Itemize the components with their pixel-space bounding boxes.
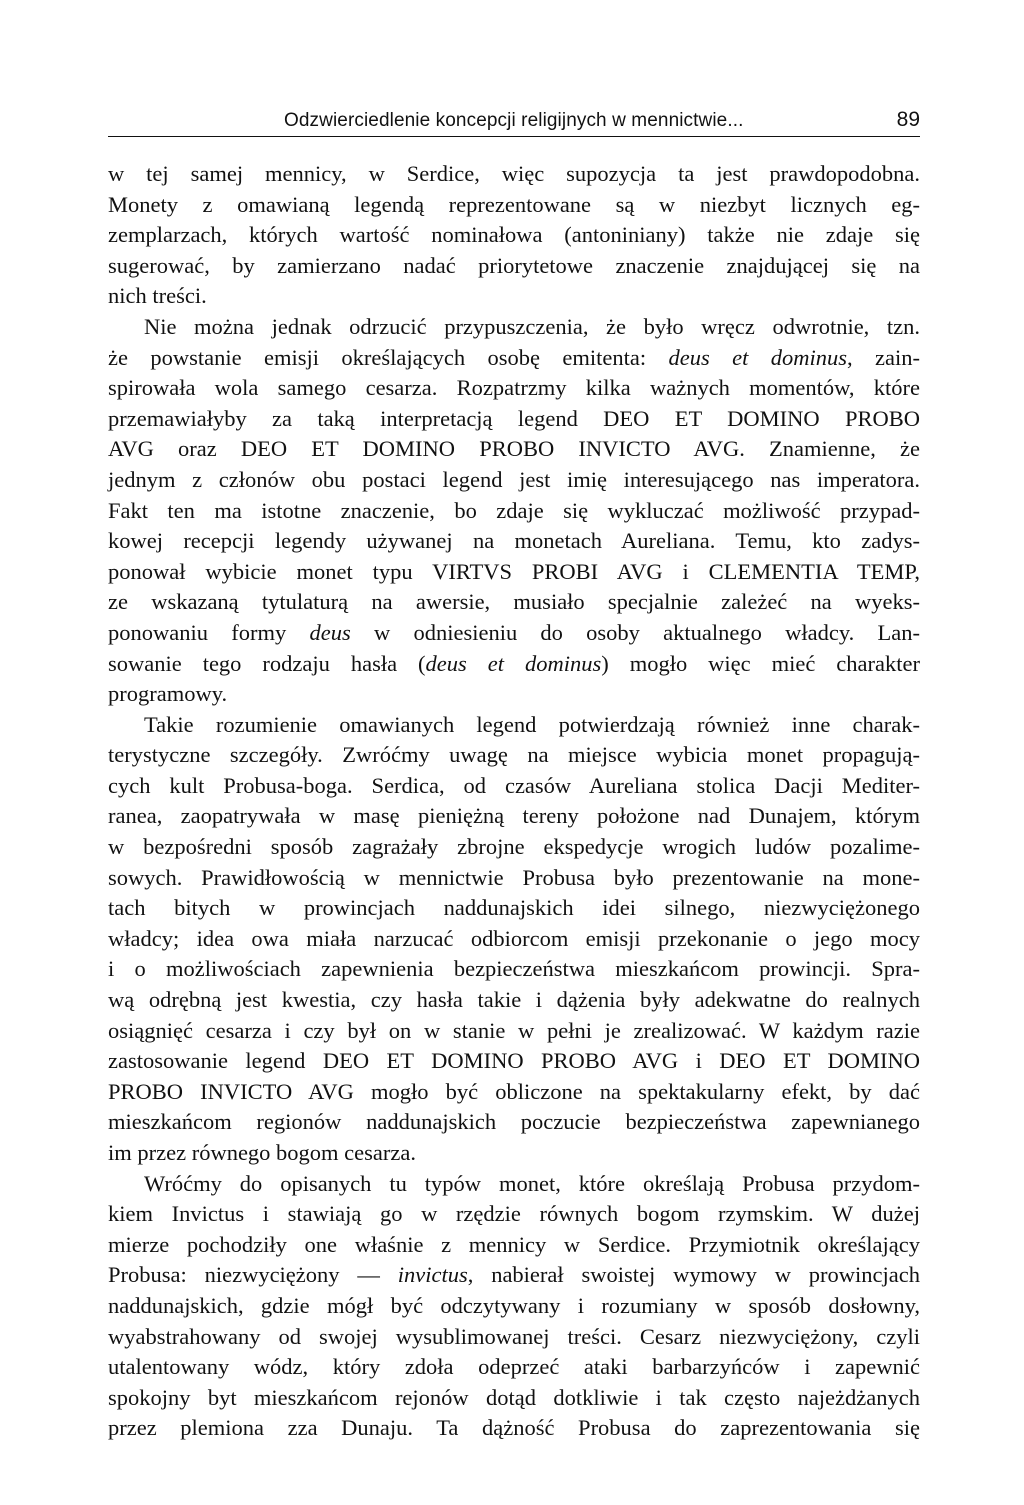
text-run: sowych. Prawidłowością w mennictwie Probusa było prezentowanie na mone- [108, 864, 920, 890]
text-run: Wróćmy do opisanych tu typów monet, które określają Probusa przydom- [144, 1170, 920, 1196]
text-run: ponowaniu formy [108, 619, 310, 645]
text-line [108, 1016, 920, 1047]
text-run: Probusa: niezwyciężony — [108, 1262, 398, 1288]
text-run: Fakt ten ma istotne znaczenie, bo zdaje się wykluczać możliwość przypad- [108, 497, 920, 523]
text-line [108, 924, 920, 955]
text-line [108, 863, 920, 894]
text-line [108, 404, 920, 435]
text-line [108, 1291, 920, 1322]
text-run: zemplarzach, których wartość nominałowa (antoniniany) także nie zdaje się [108, 222, 920, 248]
text-run: naddunajskich, gdzie mógł być odczytywany i rozumiany w sposób dosłowny, [108, 1292, 920, 1318]
text-run: nich treści. [108, 283, 207, 309]
text-line [108, 1322, 920, 1353]
text-line [108, 985, 920, 1016]
paragraph [108, 1169, 920, 1444]
italic-run: deus et dominus [668, 344, 847, 370]
text-run: utalentowany wódz, który zdoła odeprzeć ataki barbarzyńców i zapewnić [108, 1354, 920, 1380]
italic-run: deus [309, 619, 351, 645]
text-line [108, 587, 920, 618]
text-run: , zain- [847, 344, 920, 370]
text-line [108, 557, 920, 588]
text-line [108, 649, 920, 680]
text-run: Nie można jednak odrzucić przypuszczenia, że było wręcz odwrotnie, tzn. [144, 313, 920, 339]
text-run: ze wskazaną tytulaturą na awersie, musiało specjalnie zależeć na wyeks- [108, 589, 920, 615]
text-line [108, 832, 920, 863]
page-number: 89 [896, 108, 920, 131]
text-line [108, 1138, 920, 1169]
text-run: sugerować, by zamierzano nadać priorytetowe znaczenie znajdującej się na [108, 252, 920, 278]
text-line [108, 618, 920, 649]
italic-run: deus et dominus [425, 650, 602, 676]
italic-run: invictus [397, 1262, 468, 1288]
text-run: terystyczne szczegóły. Zwróćmy uwagę na miejsce wybicia monet propagują- [108, 742, 920, 768]
text-run: w bezpośredni sposób zagrażały zbrojne ekspedycje wrogich ludów pozalime- [108, 834, 920, 860]
text-run: że powstanie emisji określających osobę emitenta: [108, 344, 669, 370]
paragraph [108, 312, 920, 710]
text-run: programowy. [108, 681, 228, 707]
text-run: ranea, zaopatrywała w masę pieniężną tereny położone nad Dunajem, którym [108, 803, 920, 829]
text-run: kiem Invictus i stawiają go w rzędzie równych bogom rzymskim. W dużej [108, 1201, 920, 1227]
text-run: i o możliwościach zapewnienia bezpieczeństwa mieszkańcom prowincji. Spra- [108, 956, 920, 982]
text-line [108, 1383, 920, 1414]
text-line [108, 190, 920, 221]
text-run: sowanie tego rodzaju hasła ( [108, 650, 426, 676]
text-run: wyabstrahowany od swojej wysublimowanej treści. Cesarz niezwyciężony, czyli [108, 1323, 920, 1349]
text-run: ) mogło więc mieć charakter [601, 650, 920, 676]
text-line [108, 1199, 920, 1230]
text-run: spokojny byt mieszkańcom rejonów dotąd dotkliwie i tak często najeżdżanych [108, 1384, 920, 1410]
text-line [108, 373, 920, 404]
text-run: mierze pochodziły one właśnie z mennicy w Serdice. Przymiotnik określający [108, 1231, 920, 1257]
paragraph [108, 710, 920, 1169]
text-line [108, 893, 920, 924]
text-line [108, 1230, 920, 1261]
text-run: przez plemiona zza Dunaju. Ta dążność Probusa do zaprezentowania się [108, 1415, 920, 1441]
text-line [108, 465, 920, 496]
text-run: spirowała wola samego cesarza. Rozpatrzmy kilka ważnych momentów, które [108, 375, 920, 401]
book-page [108, 96, 920, 1444]
text-line [108, 159, 920, 190]
text-line [108, 1107, 920, 1138]
text-run: osiągnięć cesarza i czy był on w stanie w pełni je zrealizować. W każdym razie [108, 1017, 920, 1043]
text-line [108, 434, 920, 465]
text-line [108, 710, 920, 741]
text-run: im przez równego bogom cesarza. [108, 1140, 416, 1165]
text-line [108, 1046, 920, 1077]
running-header [108, 96, 920, 137]
text-run: w odniesieniu do osoby aktualnego władcy. Lan- [350, 619, 920, 645]
text-line [108, 312, 920, 343]
text-run: przemawiałyby za taką interpretacją legend DEO ET DOMINO PROBO [108, 405, 920, 431]
text-run: tach bitych w prowincjach naddunajskich idei silnego, niezwyciężonego [108, 895, 920, 921]
text-run: władcy; idea owa miała narzucać odbiorcom emisji przekonanie o jego mocy [108, 925, 920, 951]
text-run: , nabierał swoistej wymowy w prowincjach [467, 1262, 920, 1288]
text-line [108, 220, 920, 251]
text-line [108, 740, 920, 771]
text-run: Takie rozumienie omawianych legend potwierdzają również inne charak- [144, 711, 920, 737]
text-line [108, 679, 920, 710]
running-title: Odzwierciedlenie koncepcji religijnych w mennictwie... [284, 110, 744, 131]
text-run: AVG oraz DEO ET DOMINO PROBO INVICTO AVG. Znamienne, że [108, 436, 920, 462]
text-line [108, 1169, 920, 1200]
text-run: w tej samej mennicy, w Serdice, więc supozycja ta jest prawdopodobna. [108, 161, 920, 186]
text-line [108, 343, 920, 374]
text-line [108, 1260, 920, 1291]
text-line [108, 1352, 920, 1383]
text-line [108, 281, 920, 312]
text-run: kowej recepcji legendy używanej na monetach Aureliana. Temu, kto zadys- [108, 528, 920, 554]
text-run: mieszkańcom regionów naddunajskich poczucie bezpieczeństwa zapewnianego [108, 1109, 920, 1135]
text-line [108, 1413, 920, 1444]
paragraph [108, 159, 920, 312]
text-run: zastosowanie legend DEO ET DOMINO PROBO AVG i DEO ET DOMINO [108, 1048, 920, 1074]
text-line [108, 954, 920, 985]
text-run: wą odrębną jest kwestia, czy hasła takie i dążenia były adekwatne do realnych [108, 987, 920, 1013]
text-run: ponował wybicie monet typu VIRTVS PROBI AVG i CLEMENTIA TEMP, [108, 558, 920, 584]
text-run: PROBO INVICTO AVG mogło być obliczone na spektakularny efekt, by dać [108, 1078, 920, 1104]
text-line [108, 801, 920, 832]
text-line [108, 526, 920, 557]
text-run: cych kult Probusa-boga. Serdica, od czasów Aureliana stolica Dacji Mediter- [108, 772, 920, 798]
text-line [108, 1077, 920, 1108]
body-text [108, 159, 920, 1444]
text-line [108, 771, 920, 802]
text-line [108, 496, 920, 527]
text-run: jednym z członów obu postaci legend jest imię interesującego nas imperatora. [108, 466, 920, 492]
text-run: Monety z omawianą legendą reprezentowane są w niezbyt licznych eg- [108, 191, 920, 217]
text-line [108, 251, 920, 282]
